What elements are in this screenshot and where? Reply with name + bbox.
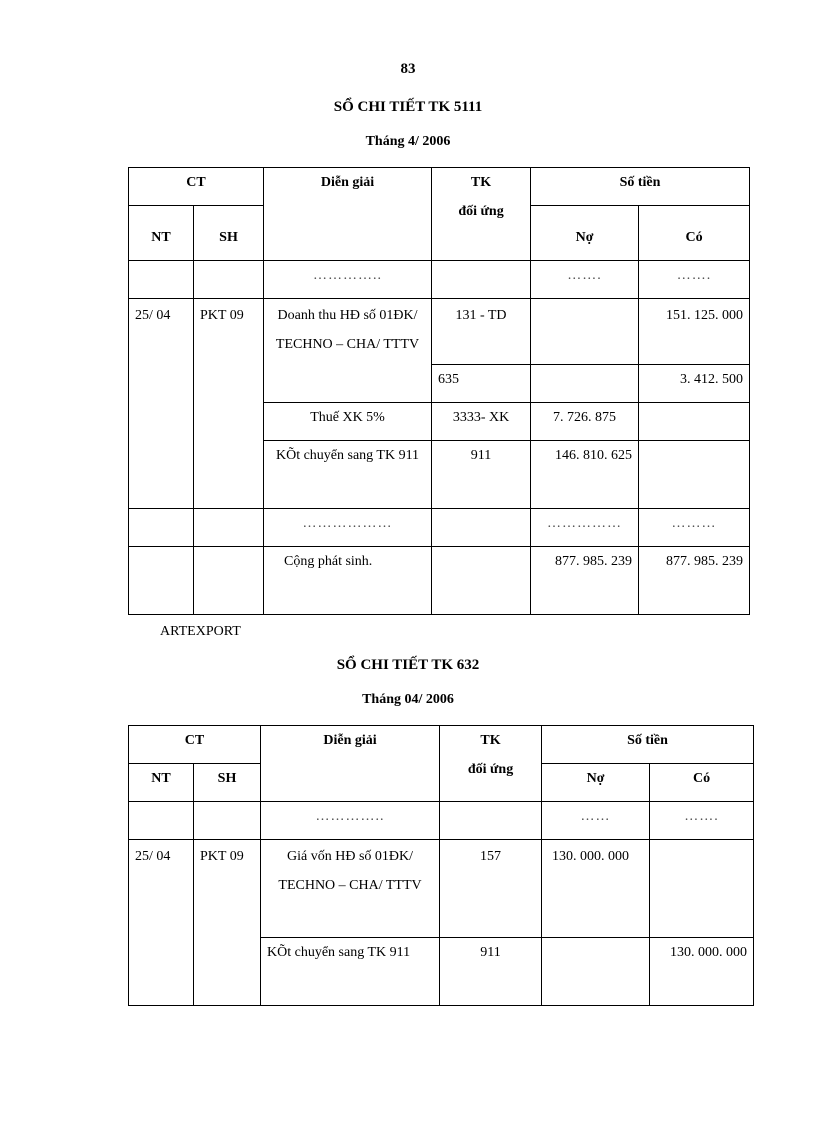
header-tk-line2: đối ứng [458,204,504,219]
ledger1-month: Tháng 4/ 2006 [365,134,451,149]
entry-date: 25/ 04 [129,840,194,1006]
entry-voucher: PKT 09 [194,840,261,1006]
empty-cell [129,261,194,299]
header-tk-line1: TK [470,175,492,190]
header-dien-giai: Diễn giải [261,726,440,802]
header-ct: CT [129,726,261,764]
company-name: ARTEXPORT [160,624,241,639]
placeholder-dots: ……………… [264,509,432,547]
placeholder-dots: ……. [531,261,639,299]
entry-desc-cogs: Giá vốn HĐ số 01ĐK/ TECHNO – CHA/ TTTV [261,840,440,938]
header-nt: NT [129,206,194,261]
entry-account: 131 - TD [432,299,531,365]
header-tk [432,168,531,261]
empty-cell [432,509,531,547]
ledger2-title: SỔ CHI TIẾT TK 632 [336,657,480,673]
entry-account: 911 [440,938,542,1006]
placeholder-dots: ………….. [261,802,440,840]
header-tk-line1: TK [480,733,501,748]
empty-cell [194,802,261,840]
page-number: 83 [400,61,416,77]
header-co: Có [639,206,750,261]
empty-cell [542,938,650,1006]
empty-cell [432,261,531,299]
empty-cell [432,547,531,615]
entry-account: 157 [440,840,542,938]
entry-account: 3333- XK [432,403,531,441]
placeholder-dots: …… [542,802,650,840]
entry-desc-transfer: KÕt chuyển sang TK 911 [264,441,432,509]
header-sh: SH [194,764,261,802]
empty-cell [194,509,264,547]
empty-cell [129,547,194,615]
total-label: Cộng phát sinh. [264,547,432,615]
empty-cell [129,802,194,840]
empty-cell [440,802,542,840]
entry-credit: 151. 125. 000 [639,299,750,365]
header-no: Nợ [531,206,639,261]
empty-cell [639,441,750,509]
empty-cell [650,840,754,938]
entry-debit: 130. 000. 000 [542,840,650,938]
empty-cell [639,403,750,441]
entry-desc-tax: Thuế XK 5% [264,403,432,441]
entry-account: 635 [432,365,531,403]
header-tk [440,726,542,802]
header-tk-line2: đối ứng [467,762,514,777]
total-debit: 877. 985. 239 [531,547,639,615]
placeholder-dots: …………… [531,509,639,547]
ledger1-table [128,167,750,615]
ledger1-title: SỔ CHI TIẾT TK 5111 [333,99,483,115]
placeholder-dots: ……. [650,802,754,840]
empty-cell [194,547,264,615]
entry-credit: 3. 412. 500 [639,365,750,403]
entry-desc-transfer: KÕt chuyển sang TK 911 [261,938,440,1006]
placeholder-dots: ………….. [264,261,432,299]
ledger2-month: Tháng 04/ 2006 [362,692,454,707]
header-nt: NT [129,764,194,802]
ledger2-table [128,725,754,1006]
empty-cell [531,299,639,365]
empty-cell [194,261,264,299]
entry-debit: 146. 810. 625 [531,441,639,509]
entry-credit: 130. 000. 000 [650,938,754,1006]
header-so-tien: Số tiền [531,168,750,206]
entry-debit: 7. 726. 875 [531,403,639,441]
empty-cell [129,509,194,547]
header-sh: SH [194,206,264,261]
entry-account: 911 [432,441,531,509]
header-no: Nợ [542,764,650,802]
entry-voucher: PKT 09 [194,299,264,509]
header-ct: CT [129,168,264,206]
entry-date: 25/ 04 [129,299,194,509]
empty-cell [531,365,639,403]
placeholder-dots: ……… [639,509,750,547]
header-co: Có [650,764,754,802]
total-credit: 877. 985. 239 [639,547,750,615]
header-so-tien: Số tiền [542,726,754,764]
entry-desc-revenue: Doanh thu HĐ số 01ĐK/ TECHNO – CHA/ TTTV [264,299,432,403]
header-dien-giai: Diễn giải [264,168,432,261]
placeholder-dots: ……. [639,261,750,299]
